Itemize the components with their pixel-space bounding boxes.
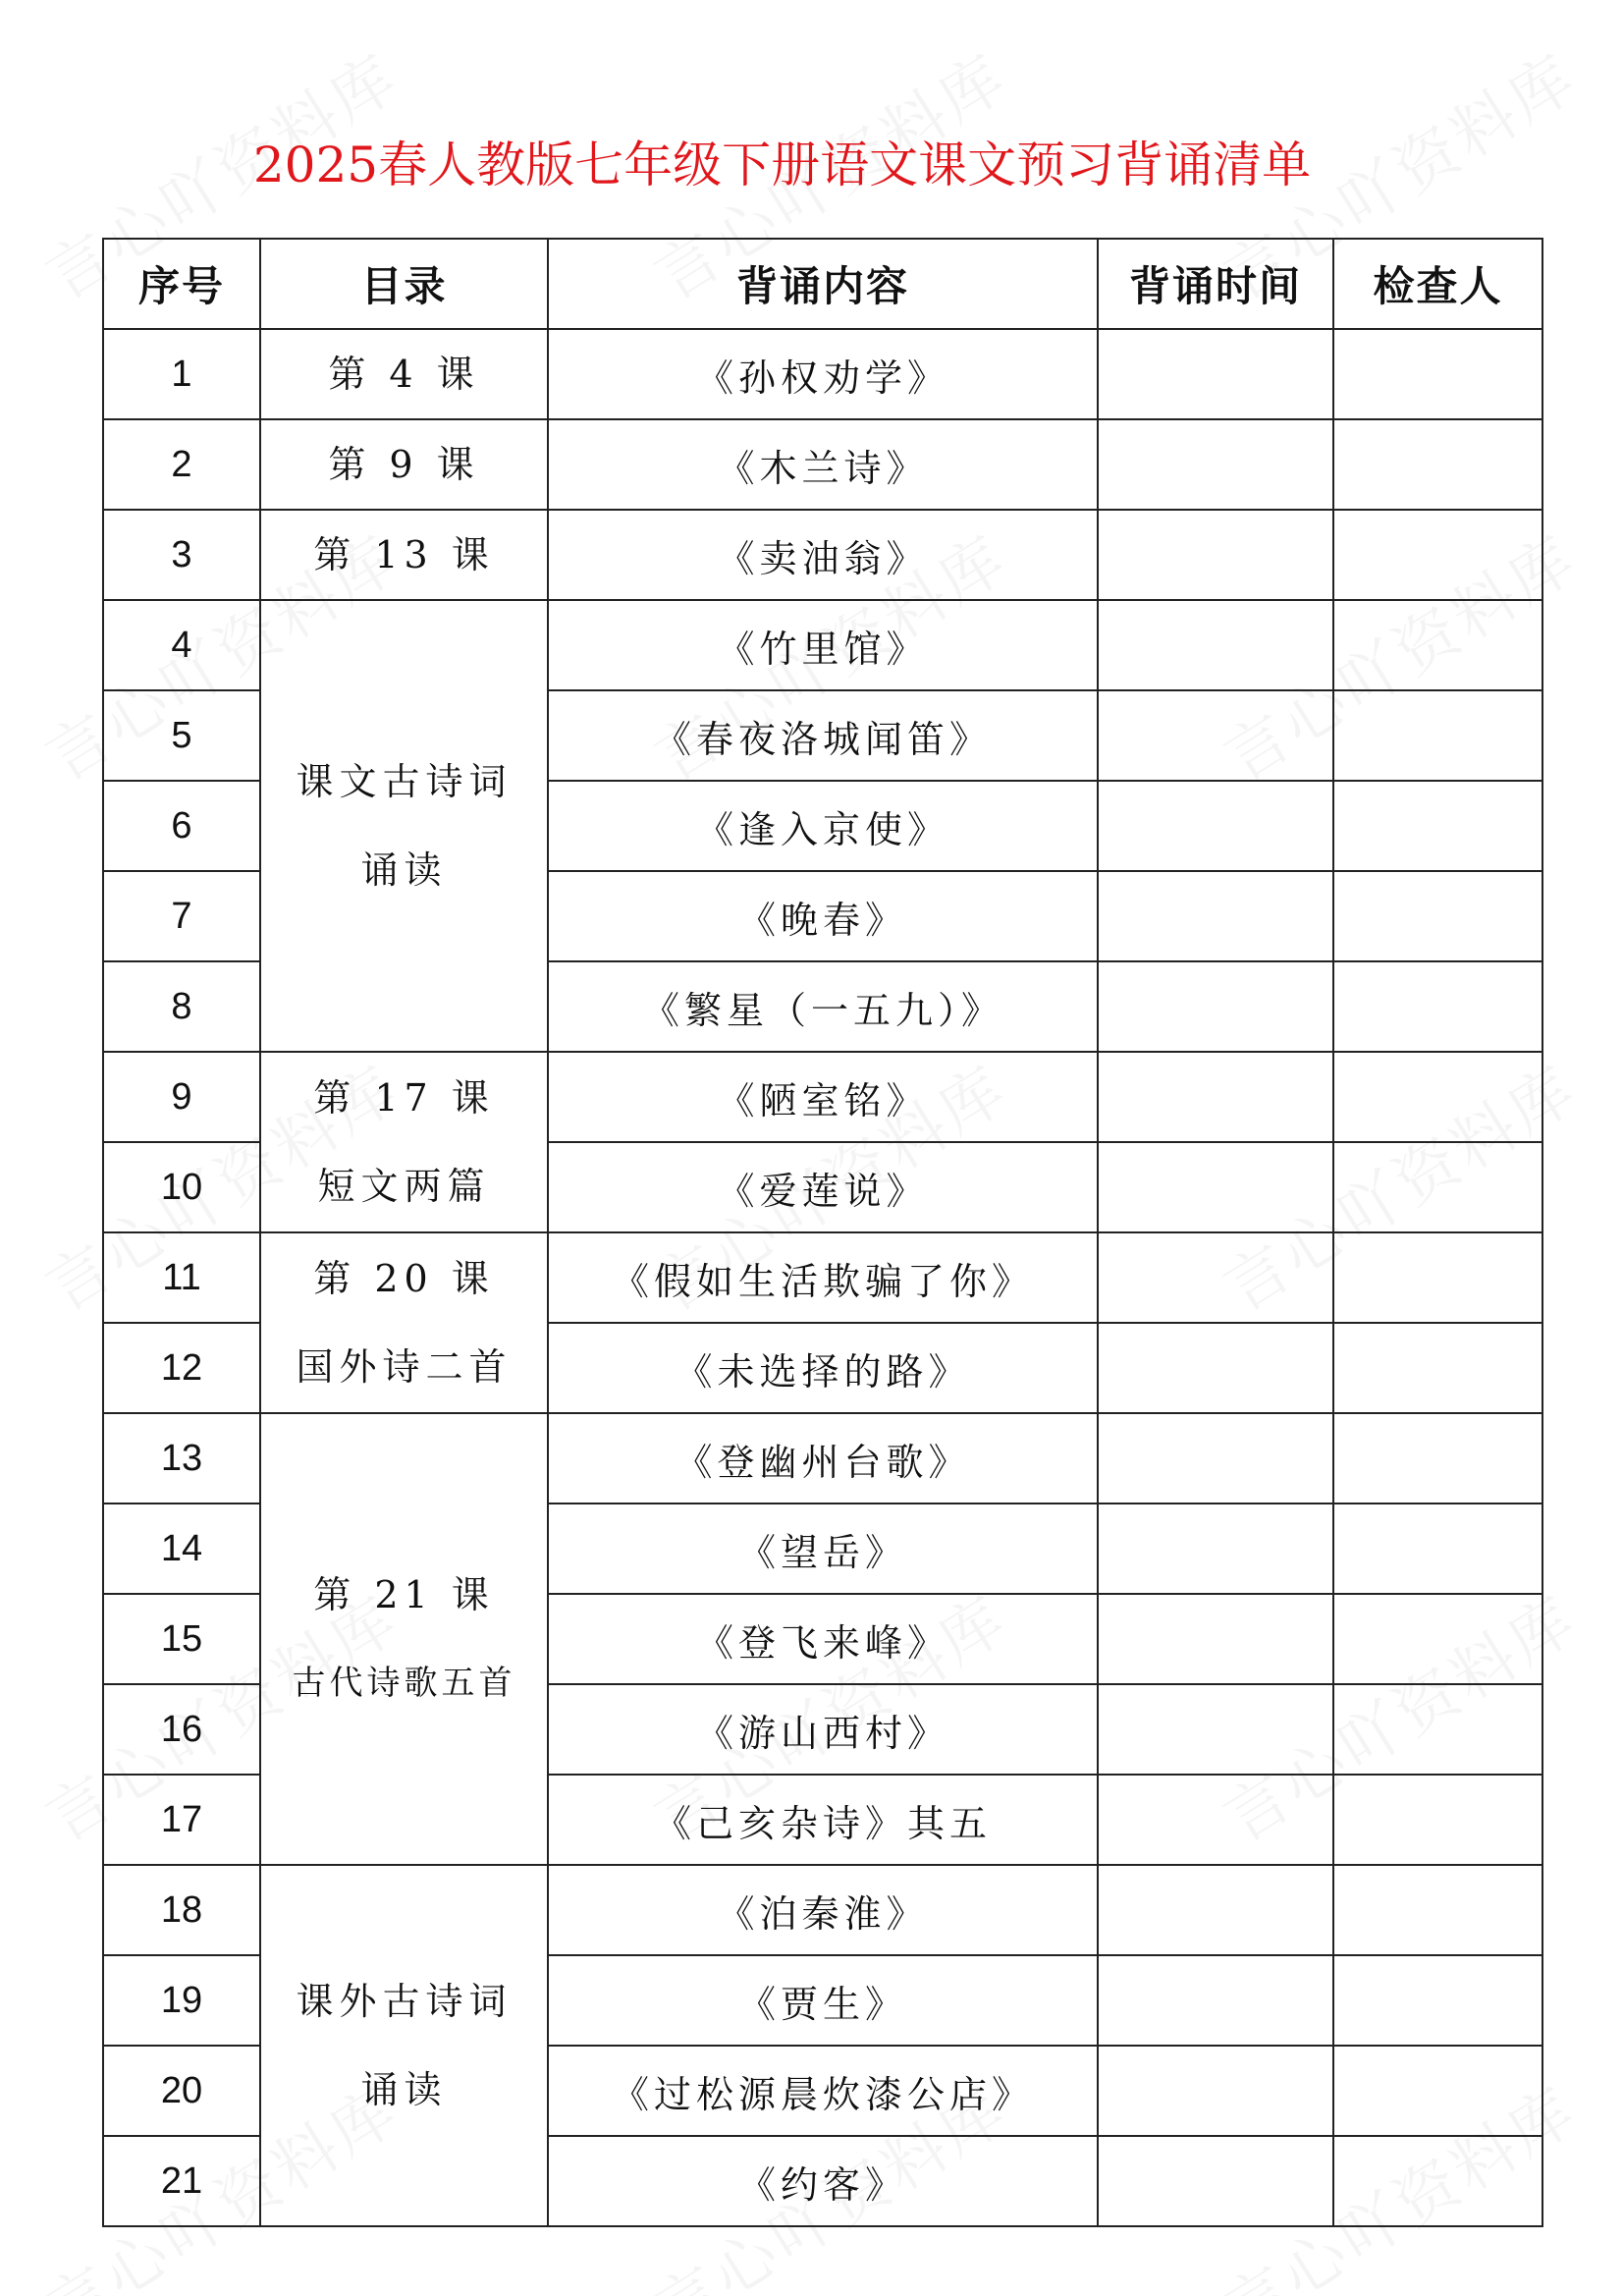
checker-cell[interactable] — [1333, 600, 1542, 690]
checker-cell[interactable] — [1333, 1413, 1542, 1503]
recite-time-cell[interactable] — [1098, 1142, 1333, 1232]
checker-cell[interactable] — [1333, 1232, 1542, 1323]
lesson-cell — [260, 1865, 548, 2226]
serial-cell: 14 — [103, 1503, 260, 1594]
serial-cell: 5 — [103, 690, 260, 781]
recite-time-cell[interactable] — [1098, 600, 1333, 690]
recite-time-cell[interactable] — [1098, 419, 1333, 510]
serial-cell: 3 — [103, 510, 260, 600]
checker-cell[interactable] — [1333, 419, 1542, 510]
serial-cell: 4 — [103, 600, 260, 690]
lesson-line: 第 21 课 — [313, 1573, 495, 1616]
recite-time-cell[interactable] — [1098, 690, 1333, 781]
content-cell: 《望岳》 — [548, 1503, 1098, 1594]
serial-cell: 21 — [103, 2136, 260, 2226]
lesson-cell — [260, 329, 548, 419]
serial-cell: 19 — [103, 1955, 260, 2046]
checker-cell[interactable] — [1333, 1594, 1542, 1684]
serial-cell: 10 — [103, 1142, 260, 1232]
checker-cell[interactable] — [1333, 1865, 1542, 1955]
table-row — [103, 329, 1542, 419]
serial-cell: 7 — [103, 871, 260, 961]
content-cell: 《登幽州台歌》 — [548, 1413, 1098, 1503]
serial-cell: 17 — [103, 1775, 260, 1865]
lesson-cell — [260, 1052, 548, 1232]
content-cell: 《竹里馆》 — [548, 600, 1098, 690]
checker-cell[interactable] — [1333, 1503, 1542, 1594]
recite-time-cell[interactable] — [1098, 781, 1333, 871]
checker-cell[interactable] — [1333, 871, 1542, 961]
serial-cell: 12 — [103, 1323, 260, 1413]
content-cell: 《过松源晨炊漆公店》 — [548, 2046, 1098, 2136]
lesson-line: 课文古诗词 — [296, 760, 513, 803]
recite-time-cell[interactable] — [1098, 871, 1333, 961]
table-row — [103, 510, 1542, 600]
serial-cell: 8 — [103, 961, 260, 1052]
recite-time-cell[interactable] — [1098, 1503, 1333, 1594]
recite-time-cell[interactable] — [1098, 961, 1333, 1052]
table-row — [103, 600, 1542, 690]
header-checker: 检查人 — [1333, 239, 1542, 329]
recite-time-cell[interactable] — [1098, 329, 1333, 419]
table-header-row — [103, 239, 1542, 329]
content-cell: 《假如生活欺骗了你》 — [548, 1232, 1098, 1323]
header-serial: 序号 — [103, 239, 260, 329]
content-cell: 《约客》 — [548, 2136, 1098, 2226]
lesson-cell — [260, 510, 548, 600]
lesson-line: 第 4 课 — [328, 353, 480, 396]
lesson-cell — [260, 419, 548, 510]
page-title: 2025春人教版七年级下册语文课文预习背诵清单 — [252, 137, 1312, 193]
table-row — [103, 1232, 1542, 1323]
table-row — [103, 1865, 1542, 1955]
content-cell: 《逢入京使》 — [548, 781, 1098, 871]
serial-cell: 20 — [103, 2046, 260, 2136]
lesson-line: 国外诗二首 — [296, 1345, 513, 1389]
recite-time-cell[interactable] — [1098, 510, 1333, 600]
content-cell: 《陋室铭》 — [548, 1052, 1098, 1142]
recite-time-cell[interactable] — [1098, 1775, 1333, 1865]
serial-cell: 11 — [103, 1232, 260, 1323]
content-cell: 《繁星（一五九）》 — [548, 961, 1098, 1052]
lesson-line: 第 9 课 — [328, 443, 480, 486]
checker-cell[interactable] — [1333, 1142, 1542, 1232]
content-cell: 《晚春》 — [548, 871, 1098, 961]
checker-cell[interactable] — [1333, 329, 1542, 419]
content-cell: 《游山西村》 — [548, 1684, 1098, 1775]
recite-time-cell[interactable] — [1098, 1052, 1333, 1142]
recite-time-cell[interactable] — [1098, 1865, 1333, 1955]
table-body — [103, 329, 1542, 2226]
serial-cell: 16 — [103, 1684, 260, 1775]
content-cell: 《登飞来峰》 — [548, 1594, 1098, 1684]
table-row — [103, 419, 1542, 510]
checker-cell[interactable] — [1333, 2046, 1542, 2136]
table-row — [103, 1052, 1542, 1142]
serial-cell: 15 — [103, 1594, 260, 1684]
lesson-cell — [260, 1413, 548, 1865]
recite-time-cell[interactable] — [1098, 1413, 1333, 1503]
content-cell: 《春夜洛城闻笛》 — [548, 690, 1098, 781]
content-cell: 《孙权劝学》 — [548, 329, 1098, 419]
serial-cell: 6 — [103, 781, 260, 871]
recite-time-cell[interactable] — [1098, 1594, 1333, 1684]
serial-cell: 13 — [103, 1413, 260, 1503]
serial-cell: 2 — [103, 419, 260, 510]
header-lesson: 目录 — [260, 239, 548, 329]
content-cell: 《泊秦淮》 — [548, 1865, 1098, 1955]
checker-cell[interactable] — [1333, 1684, 1542, 1775]
checker-cell[interactable] — [1333, 2136, 1542, 2226]
recite-time-cell[interactable] — [1098, 2046, 1333, 2136]
recite-time-cell[interactable] — [1098, 1232, 1333, 1323]
serial-cell: 9 — [103, 1052, 260, 1142]
checker-cell[interactable] — [1333, 510, 1542, 600]
checker-cell[interactable] — [1333, 1323, 1542, 1413]
checker-cell[interactable] — [1333, 961, 1542, 1052]
lesson-line: 诵读 — [360, 848, 448, 892]
checker-cell[interactable] — [1333, 1955, 1542, 2046]
recite-time-cell[interactable] — [1098, 1955, 1333, 2046]
serial-cell: 1 — [103, 329, 260, 419]
lesson-line: 课外古诗词 — [296, 1980, 513, 2023]
recite-time-cell[interactable] — [1098, 2136, 1333, 2226]
lesson-line: 第 17 课 — [313, 1076, 495, 1120]
recitation-table — [102, 238, 1543, 2227]
header-time: 背诵时间 — [1098, 239, 1333, 329]
header-content: 背诵内容 — [548, 239, 1098, 329]
content-cell: 《爱莲说》 — [548, 1142, 1098, 1232]
lesson-cell — [260, 600, 548, 1052]
serial-cell: 18 — [103, 1865, 260, 1955]
lesson-cell — [260, 1232, 548, 1413]
content-cell: 《贾生》 — [548, 1955, 1098, 2046]
recite-time-cell[interactable] — [1098, 1684, 1333, 1775]
table-row — [103, 1413, 1542, 1503]
checker-cell[interactable] — [1333, 690, 1542, 781]
content-cell: 《己亥杂诗》其五 — [548, 1775, 1098, 1865]
lesson-line: 诵读 — [360, 2068, 448, 2111]
content-cell: 《卖油翁》 — [548, 510, 1098, 600]
content-cell: 《未选择的路》 — [548, 1323, 1098, 1413]
lesson-line: 第 20 课 — [313, 1257, 495, 1300]
content-cell: 《木兰诗》 — [548, 419, 1098, 510]
recite-time-cell[interactable] — [1098, 1323, 1333, 1413]
lesson-line: 古代诗歌五首 — [292, 1664, 516, 1703]
checker-cell[interactable] — [1333, 1775, 1542, 1865]
lesson-line: 第 13 课 — [313, 533, 495, 576]
checker-cell[interactable] — [1333, 1052, 1542, 1142]
lesson-line: 短文两篇 — [317, 1165, 491, 1208]
checker-cell[interactable] — [1333, 781, 1542, 871]
